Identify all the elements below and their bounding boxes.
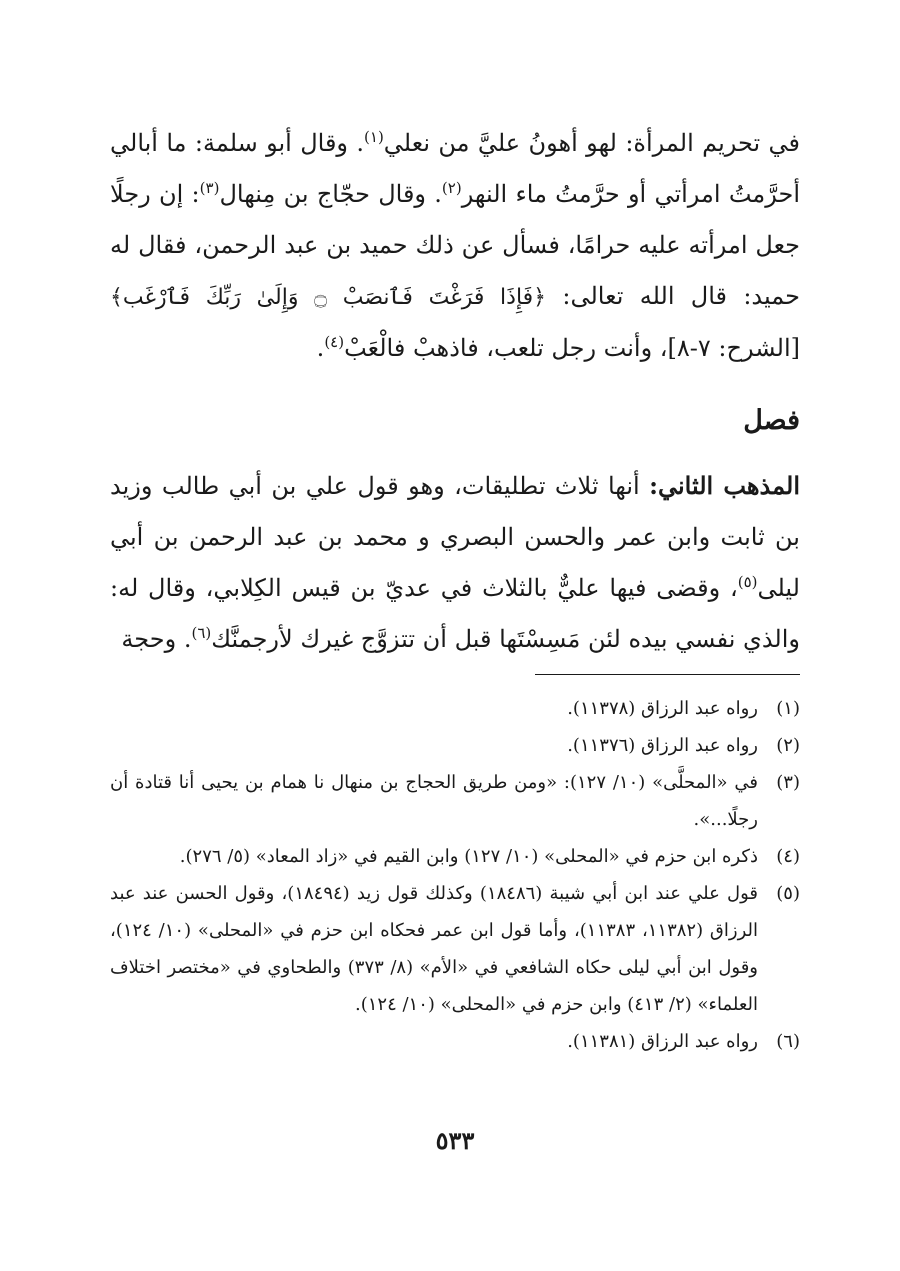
paragraph-1-text-5: [الشرح: ٧-٨]، وأنت رجل تلعب، فاذهبْ فالْعَبْ bbox=[344, 334, 800, 362]
footnote-number: (٣) bbox=[776, 772, 800, 793]
footnote-ref-3[interactable]: (٣) bbox=[199, 179, 220, 197]
paragraph-2-lead: المذهب الثاني: bbox=[649, 471, 800, 500]
footnote-4 bbox=[110, 838, 800, 875]
footnote-text: قول علي عند ابن أبي شيبة (١٨٤٨٦) وكذلك قول زيد (١٨٤٩٤)، وقول الحسن عند عبد الرزاق (١١٣٨٢، ١١٣٨٣)، وأما قول ابن عمر فحكاه ابن حزم في «المحلى» (١٠/ ١٢٤)، وقول ابن أبي ليلى حكاه الشافعي في «الأم» (٨/ ٣٧٣) والطحاوي في «مختصر اختلاف العلماء» (٢/ ٤١٣) وابن حزم في «المحلى» (١٠/ ١٢٤). bbox=[110, 883, 759, 1015]
footnote-number: (٦) bbox=[776, 1031, 800, 1052]
book-page bbox=[110, 118, 800, 1248]
footnote-text: رواه عبد الرزاق (١١٣٧٦). bbox=[567, 735, 758, 756]
footnote-ref-4[interactable]: (٤) bbox=[324, 333, 345, 351]
section-title: فصل bbox=[743, 405, 800, 436]
footnote-3 bbox=[110, 764, 800, 838]
footnotes bbox=[110, 690, 800, 1060]
paragraph-1-text-2: . وقال أبو سلمة: ما أبالي أحرَّمتُ امرأتي أو حرَّمتُ ماء النهر bbox=[110, 129, 801, 208]
paragraph-2 bbox=[110, 460, 800, 665]
footnote-number: (٤) bbox=[776, 846, 800, 867]
quran-verse: ﴿فَإِذَا فَرَغْتَ فَٱنصَبْ ۝ وَإِلَىٰ رَبِّكَ فَٱرْغَب﴾ bbox=[110, 285, 547, 310]
footnote-5 bbox=[110, 875, 800, 1023]
main-text bbox=[110, 118, 800, 665]
footnote-ref-2[interactable]: (٢) bbox=[441, 179, 462, 197]
footnote-2 bbox=[110, 727, 800, 764]
footnote-text: رواه عبد الرزاق (١١٣٨١). bbox=[567, 1031, 758, 1052]
footnote-text: رواه عبد الرزاق (١١٣٧٨). bbox=[567, 698, 758, 719]
paragraph-2-text-2: ، وقضى فيها عليٌّ بالثلاث في عديّ بن قيس الكِلابي، وقال له: والذي نفسي بيده لئن مَسِسْتَها قبل أن تتزوَّج غيرك لأرجمنَّك bbox=[110, 574, 800, 653]
paragraph-1-text-1: في تحريم المرأة: لهو أهونُ عليَّ من نعلي bbox=[383, 129, 801, 157]
footnote-ref-6[interactable]: (٦) bbox=[191, 624, 212, 642]
footnote-number: (٥) bbox=[776, 883, 800, 904]
paragraph-1 bbox=[110, 118, 800, 374]
footnote-6 bbox=[110, 1023, 800, 1060]
paragraph-1-text-3: . وقال حجّاج بن مِنهال bbox=[219, 180, 442, 208]
footnote-ref-1[interactable]: (١) bbox=[364, 128, 384, 146]
footnote-number: (٢) bbox=[776, 735, 800, 756]
footnote-text: في «المحلَّى» (١٠/ ١٢٧): «ومن طريق الحجاج بن منهال نا همام بن يحيى أنا قتادة أن رجلًا...». bbox=[110, 772, 758, 830]
footnote-1 bbox=[110, 690, 800, 727]
footnote-separator bbox=[535, 674, 800, 675]
paragraph-1-text-4: : إن رجلًا جعل امرأته عليه حرامًا، فسأل عن ذلك حميد بن عبد الرحمن، فقال له حميد: قال الله تعالى: bbox=[110, 180, 800, 310]
page-number: ٥٣٣ bbox=[435, 1126, 475, 1155]
paragraph-2-text-1: أنها ثلاث تطليقات، وهو قول علي بن أبي طالب وزيد بن ثابت وابن عمر والحسن البصري و محمد بن عبد الرحمن بن أبي ليلى bbox=[110, 472, 800, 602]
paragraph-2-text-3: . وحجة bbox=[121, 625, 192, 653]
paragraph-1-text-6: . bbox=[316, 334, 325, 362]
footnote-number: (١) bbox=[776, 698, 800, 719]
footnote-ref-5[interactable]: (٥) bbox=[737, 573, 758, 591]
footnote-text: ذكره ابن حزم في «المحلى» (١٠/ ١٢٧) وابن القيم في «زاد المعاد» (٥/ ٢٧٦). bbox=[179, 846, 758, 867]
